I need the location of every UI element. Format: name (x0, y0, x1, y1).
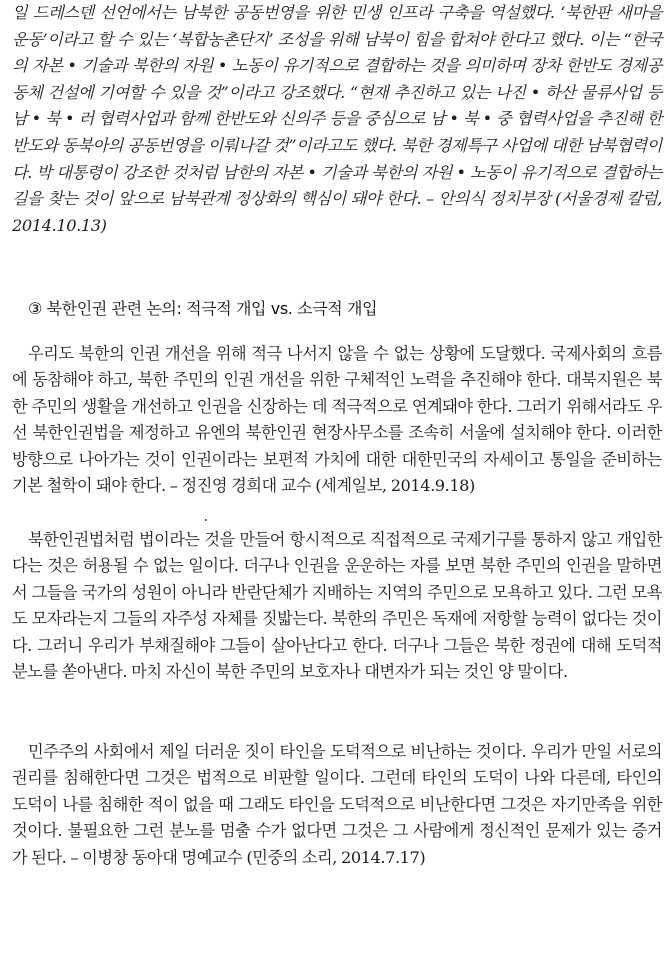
body-paragraph-3 (12, 739, 662, 871)
body-paragraph-1-text: 우리도 북한의 인권 개선을 위해 적극 나서지 않을 수 없는 상황에 도달했다. 국제사회의 흐름에 동참해야 하고, 북한 주민의 인권 개선을 위한 구체적인 노력을 추진해야 한다. 대북지원은 북한 주민의 생활을 개선하고 인권을 신장하는 데 적극적으로 연계돼야 한다. 그러기 위해서라도 우선 북한인권법을 제정하고 유엔의 북한인권 현장사무소를 조속히 서울에 설치해야 한다. 이러한 방향으로 나아가는 것이 인권이라는 보편적 가치에 대한 대한민국의 자세이고 통일을 준비하는 기본 철학이 돼야 한다. – 정진영 경희대 교수 (세계일보, 2014.9.18) (12, 344, 662, 496)
section-heading: ③ 북한인권 관련 논의: 적극적 개입 vs. 소극적 개입 (28, 299, 378, 318)
stray-dot-mark (205, 519, 207, 521)
intro-quote-paragraph: 일 드레스덴 선언에서는 남북한 공동번영을 위한 민생 인프라 구축을 역설했다. ‘북한판 새마을운동’이라고 할 수 있는 ‘복합농촌단지’ 조성을 위해 남북이 힘을 합쳐야 한다고 했다. 이는 “한국의 자본 • 기술과 북한의 자원 • 노동이 유기적으로 결합하는 것을 의미하며 장차 한반도 경제공동체 건설에 기여할 수 있을 것”이라고 강조했다. “현재 추진하고 있는 나진 • 하산 물류사업 등 남 • 북 • 러 협력사업과 함께 한반도와 신의주 등을 중심으로 남 • 북 • 중 협력사업을 추진해 한반도와 동북아의 공동번영을 이뤄나갈 것”이라고도 했다. 북한 경제특구 사업에 대한 남북협력이다. 박 대통령이 강조한 것처럼 남한의 자본 • 기술과 북한의 자원 • 노동이 유기적으로 결합하는 길을 찾는 것이 앞으로 남북관계 정상화의 핵심이 돼야 한다. – 안의식 정치부장 (서울경제 칼럼, 2014.10.13) (12, 3, 662, 235)
body-paragraph-2 (12, 527, 662, 685)
body-paragraph-3-text: 민주주의 사회에서 제일 더러운 짓이 타인을 도덕적으로 비난하는 것이다. 우리가 만일 서로의 권리를 침해한다면 그것은 법적으로 비판할 일이다. 그런데 타인의 도덕이 나와 다른데, 타인의 도덕이 나를 침해한 적이 없을 때 그래도 타인을 도덕적으로 비난한다면 그것은 자기만족을 위한 것이다. 불필요한 그런 분노를 멈출 수가 없다면 그것은 그 사람에게 정신적인 문제가 있는 증거가 된다. – 이병창 동아대 명예교수 (민중의 소리, 2014.7.17) (12, 742, 662, 867)
body-paragraph-1 (12, 341, 662, 499)
body-paragraph-2-text: 북한인권법처럼 법이라는 것을 만들어 항시적으로 직접적으로 국제기구를 통하지 않고 개입한다는 것은 허용될 수 없는 일이다. 더구나 인권을 운운하는 자를 보면 북한 주민의 인권을 말하면서 그들을 국가의 성원이 아니라 반란단체가 지배하는 지역의 주민으로 모욕하고 있다. 그런 모욕도 모자라는지 그들의 자주성 자체를 짓밟는다. 북한의 주민은 독재에 저항할 능력이 없다는 것이다. 그러니 우리가 부채질해야 그들이 살아난다고 한다. 더구나 그들은 북한 정권에 대해 도덕적 분노를 쏟아낸다. 마치 자신이 북한 주민의 보호자나 대변자가 되는 것인 양 말이다. (12, 530, 662, 682)
